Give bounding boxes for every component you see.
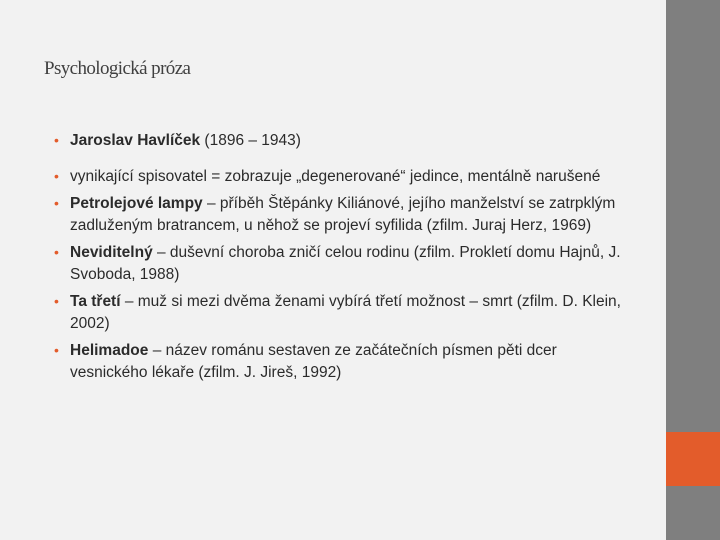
bullet-text: – muž si mezi dvěma ženami vybírá třetí možnost – smrt (zfilm. D. Klein, 2002)	[70, 293, 621, 332]
bullet-text: – příběh Štěpánky Kiliánové, jejího manželství se zatrpklým zadluženým bratrancem, u něhož se projeví syfilida (zfilm. Juraj Herz, 1969)	[70, 195, 616, 234]
bullet-icon: •	[54, 342, 59, 358]
bullet-icon: •	[54, 167, 59, 184]
bullet-list	[56, 130, 636, 389]
bullet-bold-text: Helimadoe	[70, 342, 149, 359]
bullet-bold-text: Ta třetí	[70, 293, 121, 310]
bullet-item	[56, 291, 636, 334]
accent-block	[666, 432, 720, 486]
bullet-bold-text: Jaroslav Havlíček	[70, 132, 201, 149]
bullet-text: – duševní choroba zničí celou rodinu (zfilm. Prokletí domu Hajnů, J. Svoboda, 1988)	[70, 244, 621, 283]
slide-title: Psychologická próza	[44, 58, 191, 79]
bullet-bold-text: Neviditelný	[70, 244, 153, 261]
bullet-icon: •	[54, 132, 59, 148]
bullet-item	[56, 340, 636, 383]
bullet-icon: •	[54, 244, 59, 260]
bullet-text: – název románu sestaven ze začátečních písmen pěti dcer vesnického lékaře (zfilm. J. Jireš, 1992)	[70, 342, 557, 381]
bullet-item	[56, 166, 636, 188]
bullet-item	[56, 130, 636, 152]
bullet-item	[56, 242, 636, 285]
bullet-text: vynikající spisovatel = zobrazuje „degenerované“ jedince, mentálně narušené	[70, 167, 601, 185]
bullet-text: (1896 – 1943)	[200, 132, 301, 149]
bullet-icon: •	[54, 195, 59, 211]
bullet-bold-text: Petrolejové lampy	[70, 195, 203, 212]
bullet-item	[56, 193, 636, 236]
bullet-icon: •	[54, 293, 59, 309]
